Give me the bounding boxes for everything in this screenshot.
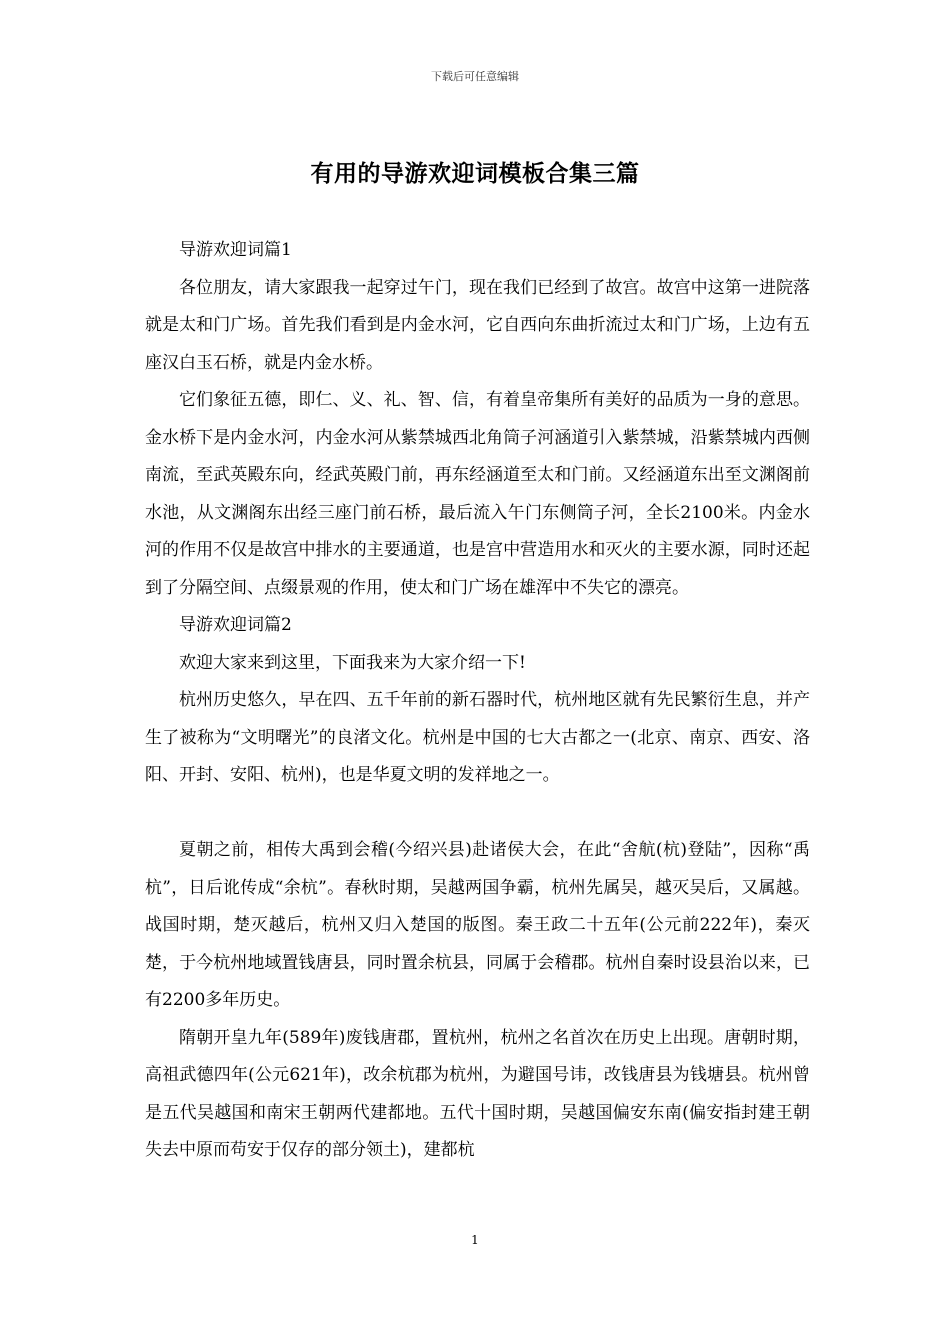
paragraph: 夏朝之前，相传大禹到会稽(今绍兴县)赴诸侯大会，在此“舍航(杭)登陆”，因称“禹杭”，日后讹传成“余杭”。春秋时期，吴越两国争霸，杭州先属吴，越灭吴后，又属越。战国时期，楚灭越后，杭州又归入楚国的版图。秦王政二十五年(公元前222年)，秦灭楚，于今杭州地域置钱唐县，同时置余杭县，同属于会稽郡。杭州自秦时设县治以来，已有2200多年历史。 xyxy=(145,840,810,1010)
section-heading-2: 导游欢迎词篇2 xyxy=(179,615,292,635)
paragraph: 它们象征五德，即仁、义、礼、智、信，有着皇帝集所有美好的品质为一身的意思。金水桥下是内金水河，内金水河从紫禁城西北角筒子河涵道引入紫禁城，沿紫禁城内西侧南流，至武英殿东向，经武英殿门前，再东经涵道至太和门前。又经涵道东出至文渊阁前水池，从文渊阁东出经三座门前石桥，最后流入午门东侧筒子河，全长2100米。内金水河的作用不仅是故宫中排水的主要通道，也是宫中营造用水和灭火的主要水源，同时还起到了分隔空间、点缀景观的作用，使太和门广场在雄浑中不失它的漂亮。 xyxy=(145,390,810,598)
paragraph: 杭州历史悠久，早在四、五千年前的新石器时代，杭州地区就有先民繁衍生息，并产生了被称为“文明曙光”的良渚文化。杭州是中国的七大古都之一(北京、南京、西安、洛阳、开封、安阳、杭州)，也是华夏文明的发祥地之一。 xyxy=(145,690,810,785)
page-number: 1 xyxy=(471,1233,479,1247)
paragraph: 各位朋友，请大家跟我一起穿过午门，现在我们已经到了故宫。故宫中这第一进院落就是太和门广场。首先我们看到是内金水河，它自西向东曲折流过太和门广场，上边有五座汉白玉石桥，就是内金水桥。 xyxy=(145,277,810,373)
header-note: 下载后可任意编辑 xyxy=(431,70,519,83)
document-title: 有用的导游欢迎词模板合集三篇 xyxy=(310,160,640,187)
paragraph: 隋朝开皇九年(589年)废钱唐郡，置杭州，杭州之名首次在历史上出现。唐朝时期，高祖武德四年(公元621年)，改余杭郡为杭州，为避国号讳，改钱唐县为钱塘县。杭州曾是五代吴越国和南宋王朝两代建都地。五代十国时期，吴越国偏安东南(偏安指封建王朝失去中原而苟安于仅存的部分领土)，建都杭 xyxy=(145,1027,810,1160)
paragraph: 欢迎大家来到这里，下面我来为大家介绍一下! xyxy=(179,652,526,673)
document-body xyxy=(145,232,810,1170)
paragraph-gap xyxy=(145,795,810,833)
section-heading-1: 导游欢迎词篇1 xyxy=(179,240,292,260)
